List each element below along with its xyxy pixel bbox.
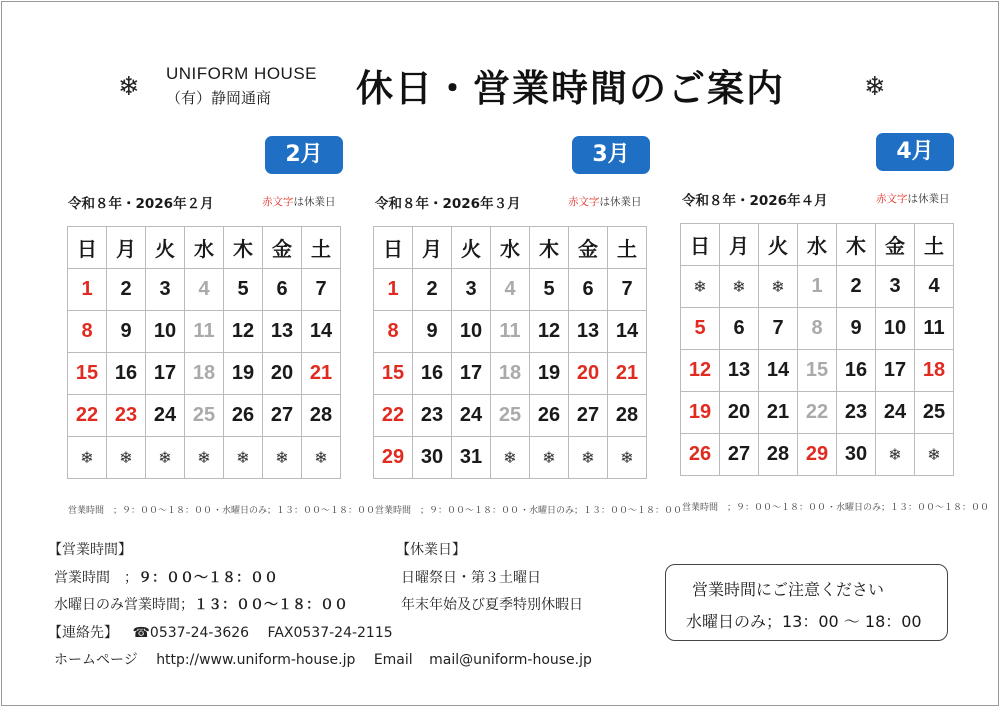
day-cell: 4 — [185, 269, 224, 311]
weekday-header: 水 — [185, 227, 224, 269]
day-cell: 22 — [798, 392, 837, 434]
weekday-header: 木 — [837, 224, 876, 266]
legend-red-text: 赤文字 — [876, 193, 908, 205]
day-cell: 27 — [720, 434, 759, 476]
day-cell: 19 — [224, 353, 263, 395]
hours-note-left: 営業時間 ；９：００～１８：００ — [682, 503, 827, 513]
month-badge-april: 4月 — [876, 133, 954, 171]
legend-red-text: 赤文字 — [262, 196, 294, 208]
day-cell: 31 — [452, 437, 491, 479]
week-row — [374, 395, 647, 437]
week-row — [681, 434, 954, 476]
company-name-jp: （有）静岡通商 — [166, 90, 272, 107]
day-cell: 3 — [452, 269, 491, 311]
day-cell: 26 — [224, 395, 263, 437]
day-cell: 6 — [263, 269, 302, 311]
day-cell: 5 — [224, 269, 263, 311]
hours-note-right: ・水曜日のみ；１３：００～１８：００ — [213, 506, 376, 516]
day-cell: 9 — [107, 311, 146, 353]
day-cell: 24 — [452, 395, 491, 437]
weekday-header-row — [68, 227, 341, 269]
day-cell: 26 — [530, 395, 569, 437]
weekday-header: 木 — [530, 227, 569, 269]
day-cell: 5 — [681, 308, 720, 350]
day-cell: 12 — [681, 350, 720, 392]
weekday-header: 水 — [798, 224, 837, 266]
weekday-header: 土 — [608, 227, 647, 269]
day-cell: 23 — [837, 392, 876, 434]
snowflake-icon: ❄ — [302, 437, 341, 479]
phone-icon: ☎ — [132, 625, 150, 641]
day-cell: 20 — [720, 392, 759, 434]
day-cell: 6 — [720, 308, 759, 350]
day-cell: 28 — [302, 395, 341, 437]
legend-suffix: は休業日 — [907, 193, 950, 205]
weekday-header: 月 — [720, 224, 759, 266]
day-cell: 27 — [569, 395, 608, 437]
day-cell: 10 — [876, 308, 915, 350]
weekday-header-row — [681, 224, 954, 266]
snowflake-icon: ❄ — [720, 266, 759, 308]
hours-note-right: ・水曜日のみ；１３：００～１８：００ — [827, 503, 990, 513]
day-cell: 4 — [491, 269, 530, 311]
wednesday-hours-line — [54, 598, 348, 612]
hours-line — [54, 571, 278, 585]
wednesday-hours-label: 水曜日のみ営業時間； — [54, 597, 194, 613]
snowflake-icon: ❄ — [68, 437, 107, 479]
weekday-header: 火 — [146, 227, 185, 269]
day-cell: 1 — [798, 266, 837, 308]
day-cell: 8 — [68, 311, 107, 353]
day-cell: 8 — [374, 311, 413, 353]
web-line — [54, 653, 592, 667]
company-name-en: UNIFORM HOUSE — [166, 64, 317, 83]
snowflake-icon: ❄ — [681, 266, 720, 308]
holiday-legend — [876, 191, 950, 206]
day-cell: 2 — [107, 269, 146, 311]
weekday-header: 日 — [68, 227, 107, 269]
day-cell: 10 — [146, 311, 185, 353]
calendar-heading: 令和８年・2026年２月 — [68, 196, 214, 212]
day-cell: 20 — [263, 353, 302, 395]
day-cell: 18 — [915, 350, 954, 392]
hours-value: ９：００～１８：００ — [138, 570, 278, 586]
legend-red-text: 赤文字 — [568, 196, 600, 208]
snowflake-icon: ❄ — [107, 437, 146, 479]
day-cell: 11 — [915, 308, 954, 350]
snowflake-icon: ❄ — [263, 437, 302, 479]
day-cell: 13 — [720, 350, 759, 392]
snowflake-icon: ❄ — [608, 437, 647, 479]
day-cell: 24 — [876, 392, 915, 434]
weekday-header: 日 — [374, 227, 413, 269]
page-title: 休日・営業時間のご案内 — [356, 67, 785, 110]
weekday-header: 水 — [491, 227, 530, 269]
day-cell: 16 — [107, 353, 146, 395]
day-cell: 11 — [491, 311, 530, 353]
day-cell: 8 — [798, 308, 837, 350]
weekday-header: 土 — [302, 227, 341, 269]
weekday-header: 月 — [107, 227, 146, 269]
day-cell: 5 — [530, 269, 569, 311]
weekday-header: 金 — [569, 227, 608, 269]
snowflake-icon: ❄ — [864, 72, 886, 102]
weekday-header: 金 — [263, 227, 302, 269]
day-cell: 14 — [302, 311, 341, 353]
week-row — [68, 437, 341, 479]
week-row — [68, 353, 341, 395]
day-cell: 27 — [263, 395, 302, 437]
notice-box — [665, 564, 948, 641]
day-cell: 18 — [185, 353, 224, 395]
day-cell: 21 — [302, 353, 341, 395]
day-cell: 30 — [837, 434, 876, 476]
hours-note-right: ・水曜日のみ；１３：００～１８：００ — [520, 506, 683, 516]
legend-suffix: は休業日 — [599, 196, 642, 208]
snowflake-icon: ❄ — [118, 72, 140, 102]
homepage-link[interactable]: http://www.uniform-house.jp — [156, 652, 356, 668]
day-cell: 21 — [608, 353, 647, 395]
day-cell: 12 — [224, 311, 263, 353]
calendar-grid — [680, 223, 954, 476]
week-row — [681, 308, 954, 350]
day-cell: 12 — [530, 311, 569, 353]
day-cell: 26 — [681, 434, 720, 476]
day-cell: 6 — [569, 269, 608, 311]
day-cell: 19 — [530, 353, 569, 395]
snowflake-icon: ❄ — [876, 434, 915, 476]
day-cell: 14 — [608, 311, 647, 353]
day-cell: 19 — [681, 392, 720, 434]
holiday-line-1: 日曜祭日・第３土曜日 — [401, 570, 541, 586]
day-cell: 25 — [915, 392, 954, 434]
snowflake-icon: ❄ — [569, 437, 608, 479]
notice-body: 水曜日のみ；13：00 ～ 18：00 — [686, 612, 922, 631]
calendar-heading: 令和８年・2026年４月 — [682, 193, 828, 209]
weekday-header: 土 — [915, 224, 954, 266]
day-cell: 23 — [413, 395, 452, 437]
day-cell: 13 — [263, 311, 302, 353]
week-row — [374, 269, 647, 311]
week-row — [374, 353, 647, 395]
day-cell: 15 — [374, 353, 413, 395]
weekday-header: 日 — [681, 224, 720, 266]
day-cell: 9 — [837, 308, 876, 350]
day-cell: 24 — [146, 395, 185, 437]
week-row — [681, 392, 954, 434]
hours-note-left: 営業時間 ；９：００～１８：００ — [68, 506, 213, 516]
day-cell: 7 — [608, 269, 647, 311]
day-cell: 9 — [413, 311, 452, 353]
day-cell: 1 — [374, 269, 413, 311]
wednesday-hours-value: １３：００～１８：００ — [194, 597, 348, 613]
day-cell: 3 — [146, 269, 185, 311]
email-link[interactable]: mail@uniform-house.jp — [429, 652, 592, 668]
day-cell: 30 — [413, 437, 452, 479]
contact-heading: 【連絡先】 — [48, 625, 118, 641]
snowflake-icon: ❄ — [146, 437, 185, 479]
calendar-grid — [67, 226, 341, 479]
day-cell: 17 — [146, 353, 185, 395]
day-cell: 23 — [107, 395, 146, 437]
day-cell: 4 — [915, 266, 954, 308]
month-badge-february: 2月 — [265, 136, 343, 174]
day-cell: 28 — [759, 434, 798, 476]
day-cell: 21 — [759, 392, 798, 434]
holiday-heading: 【休業日】 — [396, 542, 466, 558]
day-cell: 10 — [452, 311, 491, 353]
week-row — [374, 437, 647, 479]
day-cell: 1 — [68, 269, 107, 311]
snowflake-icon: ❄ — [491, 437, 530, 479]
contact-line — [48, 626, 393, 640]
holiday-legend — [262, 194, 336, 209]
day-cell: 13 — [569, 311, 608, 353]
weekday-header: 月 — [413, 227, 452, 269]
email-label: Email — [373, 652, 413, 668]
hours-label: 営業時間 ； — [54, 570, 138, 586]
day-cell: 29 — [798, 434, 837, 476]
snowflake-icon: ❄ — [530, 437, 569, 479]
day-cell: 22 — [374, 395, 413, 437]
hours-note-left: 営業時間 ；９：００～１８：００ — [375, 506, 520, 516]
day-cell: 25 — [491, 395, 530, 437]
day-cell: 15 — [798, 350, 837, 392]
homepage-label: ホームページ — [54, 652, 138, 668]
day-cell: 28 — [608, 395, 647, 437]
holiday-legend — [568, 194, 642, 209]
week-row — [68, 395, 341, 437]
weekday-header-row — [374, 227, 647, 269]
weekday-header: 火 — [759, 224, 798, 266]
day-cell: 11 — [185, 311, 224, 353]
day-cell: 22 — [68, 395, 107, 437]
day-cell: 7 — [302, 269, 341, 311]
hours-heading: 【営業時間】 — [48, 542, 132, 558]
day-cell: 29 — [374, 437, 413, 479]
calendar-heading: 令和８年・2026年３月 — [375, 196, 521, 212]
day-cell: 2 — [413, 269, 452, 311]
week-row — [681, 350, 954, 392]
day-cell: 17 — [452, 353, 491, 395]
week-row — [68, 269, 341, 311]
month-badge-march: 3月 — [572, 136, 650, 174]
day-cell: 15 — [68, 353, 107, 395]
weekday-header: 木 — [224, 227, 263, 269]
snowflake-icon: ❄ — [759, 266, 798, 308]
day-cell: 7 — [759, 308, 798, 350]
day-cell: 17 — [876, 350, 915, 392]
holiday-line-2: 年末年始及び夏季特別休暇日 — [401, 597, 583, 613]
day-cell: 16 — [837, 350, 876, 392]
week-row — [68, 311, 341, 353]
legend-suffix: は休業日 — [293, 196, 336, 208]
day-cell: 14 — [759, 350, 798, 392]
snowflake-icon: ❄ — [185, 437, 224, 479]
week-row — [374, 311, 647, 353]
phone-number[interactable]: 0537-24-3626 — [149, 625, 250, 641]
company-block — [166, 64, 317, 108]
week-row — [681, 266, 954, 308]
notice-title: 営業時間にご注意ください — [692, 580, 885, 599]
day-cell: 16 — [413, 353, 452, 395]
day-cell: 3 — [876, 266, 915, 308]
weekday-header: 金 — [876, 224, 915, 266]
day-cell: 18 — [491, 353, 530, 395]
calendar-grid — [373, 226, 647, 479]
snowflake-icon: ❄ — [224, 437, 263, 479]
day-cell: 20 — [569, 353, 608, 395]
fax-number: FAX0537-24-2115 — [267, 625, 393, 641]
day-cell: 25 — [185, 395, 224, 437]
snowflake-icon: ❄ — [915, 434, 954, 476]
weekday-header: 火 — [452, 227, 491, 269]
day-cell: 2 — [837, 266, 876, 308]
